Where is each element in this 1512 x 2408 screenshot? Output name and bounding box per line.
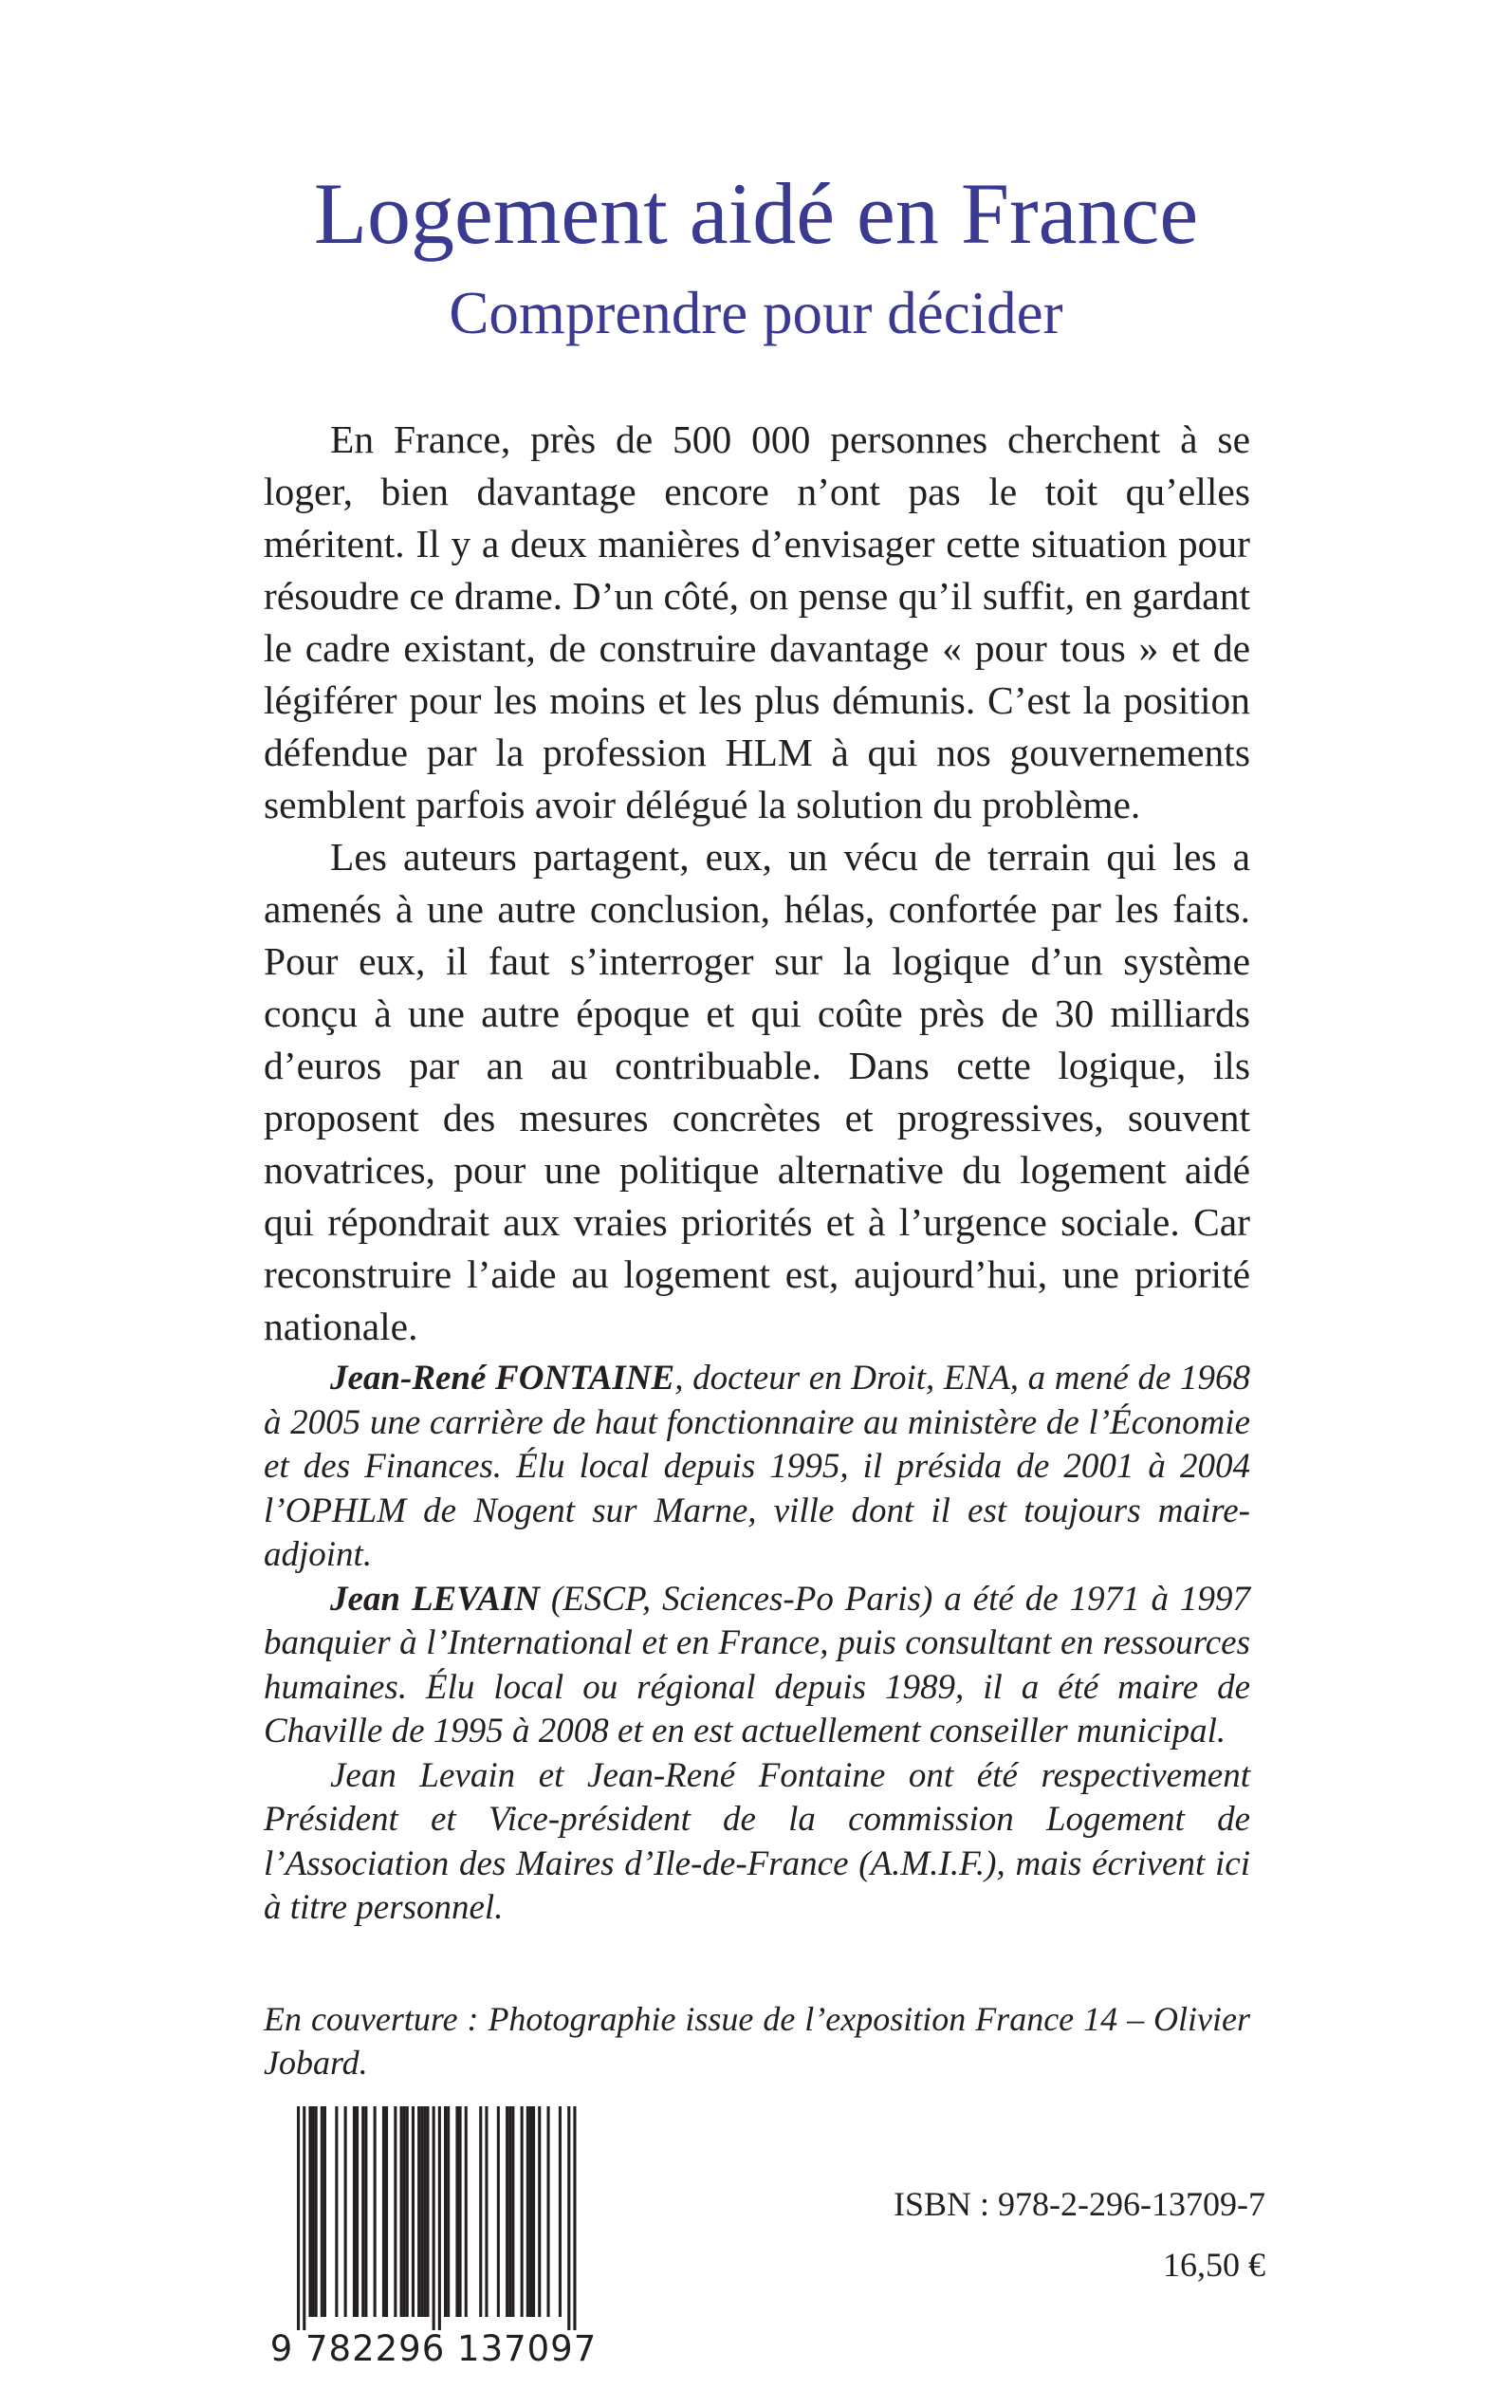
barcode-bar: [382, 2106, 385, 2317]
barcode-bar: [423, 2106, 426, 2317]
barcode-bar: [485, 2106, 488, 2317]
barcode-bar: [412, 2106, 415, 2317]
barcode-bar: [356, 2106, 359, 2317]
barcode-bar: [403, 2106, 406, 2317]
barcode-bar: [465, 2106, 468, 2317]
barcode-bar: [297, 2106, 300, 2330]
author-bios: [264, 1357, 1250, 1931]
author-name: Jean-René FONTAINE: [330, 1359, 675, 1398]
barcode-bar: [394, 2106, 396, 2317]
barcode-bar: [459, 2106, 462, 2317]
barcode-bar: [364, 2106, 367, 2317]
price: 16,50 €: [1163, 2246, 1265, 2284]
barcode-bar: [438, 2106, 441, 2330]
author-name: Jean LEVAIN: [330, 1579, 540, 1619]
barcode-bar: [335, 2106, 338, 2317]
barcode-bar: [455, 2106, 458, 2317]
barcode-bar: [323, 2106, 326, 2317]
barcode-bar: [361, 2106, 364, 2317]
barcode: [261, 2102, 607, 2366]
barcode-bar: [497, 2106, 500, 2317]
author-bio-text: , docteur en Droit, ENA, a mené de 1968 à 2005 une carrière de haut fonctionnaire au ministère de l’Économie et des Finances. Élu local depuis 1995, il présida de 2001 à 2004 l’OPHLM de Nogent sur Marne, ville dont il est toujours maire-adjoint.: [264, 1359, 1251, 1574]
barcode-bar: [479, 2106, 482, 2317]
author-bio-levain: [264, 1578, 1250, 1754]
barcode-bar: [559, 2106, 562, 2317]
barcode-bar: [508, 2106, 511, 2317]
barcode-bar: [447, 2106, 450, 2317]
barcode-bar: [406, 2106, 409, 2317]
barcode-bar: [315, 2106, 318, 2317]
barcode-bar: [308, 2106, 311, 2317]
barcode-bar: [529, 2106, 532, 2317]
barcode-bar: [433, 2106, 435, 2330]
barcode-bar: [420, 2106, 423, 2317]
barcode-bar: [400, 2106, 403, 2317]
barcode-bar: [321, 2106, 323, 2317]
author-bio-text: (ESCP, Sciences-Po Paris) a été de 1971 à 1997 banquier à l’International et en France, puis consultant en ressources humaines. Élu local ou régional depuis 1989, il a été maire de Chaville de 1995 à 2008 et en est actuellement conseiller municipal.: [264, 1579, 1250, 1750]
author-bio-fontaine: [264, 1357, 1250, 1578]
barcode-bar: [532, 2106, 535, 2317]
barcode-bar: [444, 2106, 447, 2317]
barcode-bar: [374, 2106, 377, 2317]
barcode-bar: [506, 2106, 508, 2317]
barcode-bar: [303, 2106, 305, 2330]
book-subtitle: Comprendre pour décider: [449, 280, 1063, 346]
summary-paragraph: En France, près de 500 000 personnes cherchent à se loger, bien davantage encore n’ont pas le toit qu’elles méritent. Il y a deux manières d’envisager cette situation pour résoudre ce drame. D’un côté, on pense qu’il suffit, en gardant le cadre existant, de construire davantage « pour tous » et de légiférer pour les moins et les plus démunis. C’est la position défendue par la profession HLM à qui nos gouvernements semblent parfois avoir délégué la solution du problème.: [264, 417, 1250, 826]
cover-credit: En couverture : Photographie issue de l’exposition France 14 – Olivier Jobard.: [264, 2000, 1250, 2082]
barcode-bar: [538, 2106, 541, 2317]
barcode-bar: [417, 2106, 420, 2317]
barcode-bar: [521, 2106, 524, 2317]
barcode-bar: [344, 2106, 347, 2317]
book-title: Logement aidé en France: [313, 165, 1199, 262]
book-summary: [264, 414, 1250, 1353]
barcode-bar: [567, 2106, 570, 2330]
authors-joint-note: Jean Levain et Jean-René Fontaine ont été respectivement Président et Vice-président de la commission Logement de l’Association des Maires d’Ile-de-France (A.M.I.F.), mais écrivent ici à titre personnel.: [264, 1755, 1250, 1927]
barcode-bar: [511, 2106, 514, 2317]
barcode-bar: [385, 2106, 388, 2317]
barcode-bar: [426, 2106, 429, 2317]
barcode-bar: [526, 2106, 529, 2317]
summary-paragraph: Les auteurs partagent, eux, un vécu de terrain qui les a amenés à une autre conclusion, hélas, confortée par les faits. Pour eux, il faut s’interroger sur la logique d’un système conçu à une autre époque et qui coûte près de 30 milliards d’euros par an au contribuable. Dans cette logique, ils proposent des mesures concrètes et progressives, souvent novatrices, pour une politique alternative du logement aidé qui répondrait aux vraies priorités et à l’urgence sociale. Car reconstruire l’aide au logement est, aujourd’hui, une priorité nationale.: [264, 835, 1250, 1348]
barcode-bar: [573, 2106, 576, 2330]
barcode-bar: [312, 2106, 315, 2317]
barcode-bar: [547, 2106, 550, 2317]
isbn: ISBN : 978-2-296-13709-7: [894, 2185, 1265, 2223]
barcode-digits: 9 782296 137097: [269, 2328, 598, 2366]
barcode-bar: [353, 2106, 356, 2317]
